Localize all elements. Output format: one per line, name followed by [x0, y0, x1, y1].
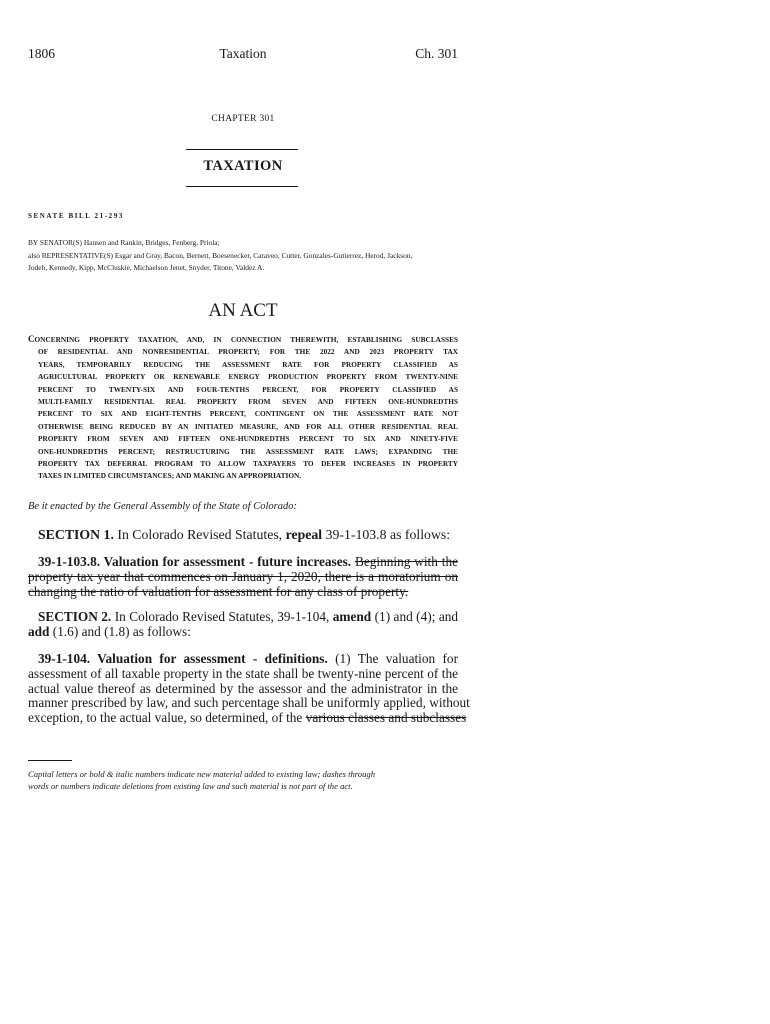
chapter-label: CHAPTER 301: [211, 114, 275, 124]
footnote-line: Capital letters or bold & italic numbers indicate new material added to existing law; dashes through: [28, 769, 375, 779]
section-line: add (1.6) and (1.8) as follows:: [28, 623, 191, 639]
clause-line: PERCENT TO SIX AND EIGHT-TENTHS PERCENT, CONTINGENT ON THE ASSESSMENT RATE NOT: [38, 409, 458, 419]
title-rule-bottom: [186, 186, 298, 187]
statute-line: property tax year that commences on January 1, 2020, there is a moratorium on: [28, 568, 458, 584]
running-title: Taxation: [219, 46, 267, 61]
clause-line: PROPERTY FROM SEVEN AND FIFTEEN ONE-HUNDREDTHS PERCENT TO SIX AND NINETY-FIVE: [38, 434, 458, 444]
section-1: SECTION 1. In Colorado Revised Statutes, repeal 39-1-103.8 as follows:: [38, 527, 451, 542]
footnote-line: words or numbers indicate deletions from existing law and such material is not part of the act.: [28, 781, 353, 792]
statute-heading: 39-1-103.8. Valuation for assessment - future increases.: [38, 554, 352, 569]
drop-initial: C: [28, 334, 35, 344]
statute-line: assessment of all taxable property in the state shall be twenty-nine percent of the: [28, 665, 458, 681]
clause-line: MULTI-FAMILY RESIDENTIAL REAL PROPERTY FROM SEVEN AND FIFTEEN ONE-HUNDREDTHS: [38, 397, 458, 407]
action-verb: amend: [332, 609, 372, 624]
clause-line: PROPERTY TAX DEFERRAL PROGRAM TO ALLOW TAXPAYERS TO DEFER INCREASES IN PROPERTY: [38, 459, 458, 469]
act-title-clause: [28, 333, 458, 483]
footnote: [28, 768, 468, 792]
sponsor-line: BY SENATOR(S) Hansen and Rankin, Bridges, Fenberg, Priola;: [28, 238, 220, 247]
act-heading: AN ACT: [208, 300, 278, 321]
statute-line: actual value thereof as determined by the assessor and the administrator in the: [28, 680, 458, 696]
action-verb: repeal: [285, 527, 323, 542]
statute-line: changing the ratio of valuation for assessment for any class of property.: [28, 583, 409, 599]
clause-line: OTHERWISE BEING REDUCED BY AN INITIATED MEASURE, AND FOR ALL OTHER RESIDENTIAL REAL: [38, 421, 458, 431]
document-title: TAXATION: [203, 158, 283, 174]
sponsor-line: also REPRESENTATIVE(S) Esgar and Gray, Bacon, Bernett, Boesenecker, Caraveo, Cutter, Gonzales-Gutierrez, Herod, Jackson,: [28, 250, 413, 260]
clause-line: TAXES IN LIMITED CIRCUMSTANCES; AND MAKING AN APPROPRIATION.: [38, 471, 302, 481]
clause-line: AGRICULTURAL PROPERTY OR RENEWABLE ENERGY PRODUCTION PROPERTY FROM TWENTY-NINE: [38, 372, 458, 382]
title-rule-top: [186, 149, 298, 150]
clause-line: CONCERNING PROPERTY TAXATION, AND, IN CONNECTION THEREWITH, ESTABLISHING SUBCLASSES: [28, 334, 458, 344]
page-number: 1806: [28, 46, 55, 61]
section-label: SECTION 1.: [38, 527, 114, 542]
statute-39-1-104: [28, 651, 470, 726]
statute-line: 39-1-104. Valuation for assessment - definitions. (1) The valuation for: [38, 651, 458, 666]
section-2: [28, 610, 458, 640]
sponsor-line: Jodeh, Kennedy, Kipp, McCluskie, Michaelson Jenet, Snyder, Titone, Valdez A.: [28, 263, 265, 273]
enacting-clause: Be it enacted by the General Assembly of the State of Colorado:: [28, 501, 297, 512]
statute-line: manner prescribed by law, and such percentage shall be uniformly applied, without: [28, 695, 470, 711]
clause-line: ONE-HUNDREDTHS PERCENT; RESTRUCTURING THE ASSESSMENT RATE LAWS; EXPANDING THE: [38, 446, 458, 456]
clause-line: OF RESIDENTIAL AND NONRESIDENTIAL PROPERTY; FOR THE 2022 AND 2023 PROPERTY TAX: [38, 347, 458, 357]
page-header: [28, 46, 458, 64]
statute-heading: 39-1-104. Valuation for assessment - definitions.: [38, 651, 328, 666]
action-verb: add: [28, 623, 50, 639]
statute-line: exception, to the actual value, so determined, of the various classes and subclasses: [28, 710, 467, 726]
statute-39-1-103-8: [28, 555, 458, 599]
chapter-reference: Ch. 301: [415, 46, 458, 61]
bill-id: SENATE BILL 21-293: [28, 212, 124, 220]
section-label: SECTION 2.: [38, 609, 112, 624]
statute-line: 39-1-103.8. Valuation for assessment - future increases. Beginning with the: [38, 554, 459, 569]
sponsor-list: [28, 237, 460, 275]
clause-line: YEARS, TEMPORARILY REDUCING THE ASSESSMENT RATE FOR PROPERTY CLASSIFIED AS: [38, 359, 458, 369]
footnote-rule: [28, 760, 72, 761]
section-line: SECTION 2. In Colorado Revised Statutes, 39-1-104, amend (1) and (4); and: [38, 609, 459, 624]
clause-line: PERCENT TO TWENTY-SIX AND FOUR-TENTHS PERCENT, FOR PROPERTY CLASSIFIED AS: [38, 384, 458, 394]
